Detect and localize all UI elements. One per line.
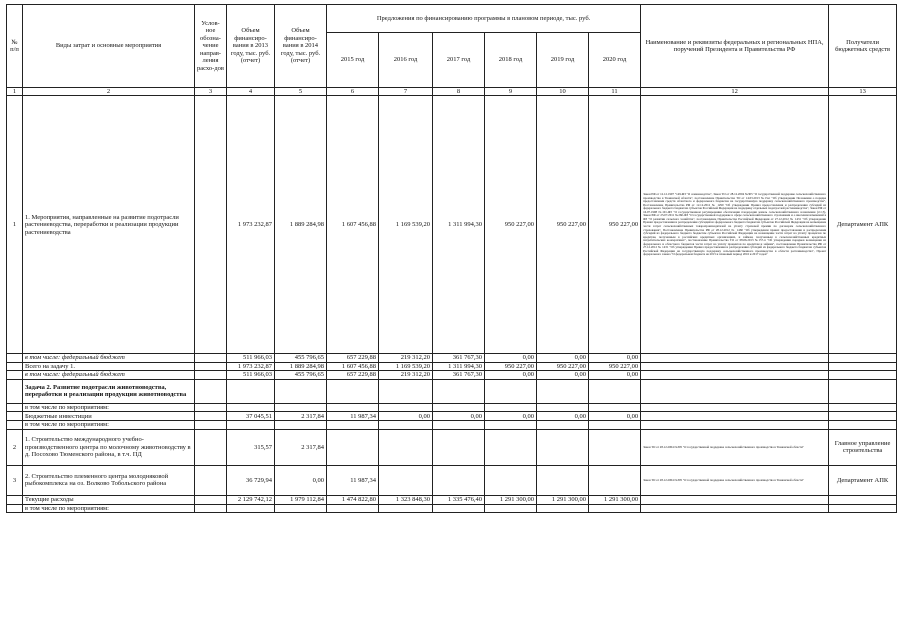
column-number: 11: [589, 88, 641, 96]
value-cell: [485, 429, 537, 465]
value-cell: 455 796,65: [275, 354, 327, 362]
column-number: 2: [23, 88, 195, 96]
table-row: [7, 362, 897, 370]
table-row: [7, 379, 897, 403]
value-cell: 455 796,65: [275, 371, 327, 379]
value-cell: 657 229,88: [327, 371, 379, 379]
row-number: 1: [7, 96, 23, 354]
value-cell: 315,57: [227, 429, 275, 465]
value-cell: [589, 465, 641, 495]
row-name: Всего на задачу 1.: [23, 362, 195, 370]
value-cell: 361 767,30: [433, 371, 485, 379]
value-cell: 950 227,00: [485, 362, 537, 370]
column-number: 7: [379, 88, 433, 96]
value-cell: 11 987,34: [327, 465, 379, 495]
column-number: 4: [227, 88, 275, 96]
column-number: 12: [641, 88, 829, 96]
value-cell: 0,00: [275, 465, 327, 495]
table-row: [7, 429, 897, 465]
value-cell: 361 767,30: [433, 354, 485, 362]
recipient-cell: Департамент АПК: [829, 96, 897, 354]
value-cell: [433, 429, 485, 465]
year-header: 2016 год: [379, 33, 433, 88]
value-cell: 0,00: [589, 412, 641, 421]
table-row: [7, 96, 897, 354]
value-cell: 1 979 112,84: [275, 495, 327, 504]
row-name: 2. Строительство племенного центра молодняковой рыбокомплекса на оз. Волково Тобольского района: [23, 465, 195, 495]
value-cell: 511 966,03: [227, 371, 275, 379]
value-cell: 1 291 300,00: [537, 495, 589, 504]
col-recipients-header: Получатели бюджетных средств: [829, 5, 897, 88]
value-cell: 950 227,00: [589, 96, 641, 354]
row-name: 1. Мероприятия, направленные на развитие подотрасли растениеводства, переработки и реализации продукции растениеводства: [23, 96, 195, 354]
table-row: [7, 495, 897, 504]
value-cell: 950 227,00: [537, 96, 589, 354]
table-row: [7, 371, 897, 379]
table-row: [7, 354, 897, 362]
value-cell: 219 312,20: [379, 354, 433, 362]
col-acts-header: Наименование и реквизиты федеральных и региональных НПА, поручений Президента и Правительства РФ: [641, 5, 829, 88]
value-cell: 950 227,00: [537, 362, 589, 370]
value-cell: 2 317,84: [275, 429, 327, 465]
value-cell: [537, 429, 589, 465]
value-cell: 0,00: [485, 412, 537, 421]
recipient-cell: Главное управление строительства: [829, 429, 897, 465]
value-cell: 1 973 232,87: [227, 362, 275, 370]
year-header: 2018 год: [485, 33, 537, 88]
value-cell: 1 607 456,88: [327, 362, 379, 370]
table-row: [7, 403, 897, 411]
value-cell: [379, 429, 433, 465]
legal-acts-cell: Закон ТО от 28.12.2004 №305 "О государственной поддержке сельскохозяйственного производства в Тюменской области": [641, 429, 829, 465]
recipient-cell: Департамент АПК: [829, 465, 897, 495]
value-cell: 511 966,03: [227, 354, 275, 362]
table-row: [7, 504, 897, 512]
row-name: Задача 2. Развитие подотрасли животноводства, переработки и реализации продукции животноводства: [23, 379, 195, 403]
row-name: Бюджетные инвестиции: [23, 412, 195, 421]
col-sign-header: Услов-ное обозна-чение направ-ления расхо-дов: [195, 5, 227, 88]
row-name: в том числе по мероприятиям:: [23, 421, 195, 429]
value-cell: 1 169 539,20: [379, 362, 433, 370]
column-number: 13: [829, 88, 897, 96]
funding-table: [6, 4, 897, 513]
value-cell: [485, 465, 537, 495]
value-cell: 0,00: [537, 354, 589, 362]
column-number-row: [7, 88, 897, 96]
row-sign: [195, 96, 227, 354]
value-cell: 0,00: [537, 412, 589, 421]
value-cell: 36 729,94: [227, 465, 275, 495]
col-kinds-header: Виды затрат и основные мероприятия: [23, 5, 195, 88]
column-number: 3: [195, 88, 227, 96]
row-name: в том числе: федеральный бюджет: [23, 371, 195, 379]
row-number: 3: [7, 465, 23, 495]
row-name: в том числе: федеральный бюджет: [23, 354, 195, 362]
col-no-header: № п/п: [7, 5, 23, 88]
value-cell: [379, 465, 433, 495]
value-cell: 0,00: [537, 371, 589, 379]
col-vol2013-header: Объем финансиро-вания в 2013 году, тыс. руб. (отчет): [227, 5, 275, 88]
value-cell: 1 889 284,98: [275, 362, 327, 370]
value-cell: 0,00: [485, 354, 537, 362]
column-number: 5: [275, 88, 327, 96]
year-header: 2015 год: [327, 33, 379, 88]
column-number: 6: [327, 88, 379, 96]
value-cell: 37 045,51: [227, 412, 275, 421]
row-name: в том числе по мероприятиям:: [23, 403, 195, 411]
value-cell: 0,00: [589, 371, 641, 379]
column-number: 10: [537, 88, 589, 96]
col-proposals-header: Предложения по финансированию программы в плановом периоде, тыс. руб.: [327, 5, 641, 33]
value-cell: 1 973 232,87: [227, 96, 275, 354]
value-cell: 0,00: [379, 412, 433, 421]
value-cell: 1 291 300,00: [589, 495, 641, 504]
column-number: 8: [433, 88, 485, 96]
value-cell: [433, 465, 485, 495]
value-cell: 950 227,00: [485, 96, 537, 354]
value-cell: 1 311 994,30: [433, 96, 485, 354]
table-row: [7, 412, 897, 421]
value-cell: 1 323 848,30: [379, 495, 433, 504]
value-cell: 2 129 742,12: [227, 495, 275, 504]
column-number: 9: [485, 88, 537, 96]
value-cell: 219 312,20: [379, 371, 433, 379]
year-header: 2020 год: [589, 33, 641, 88]
value-cell: 0,00: [485, 371, 537, 379]
value-cell: 657 229,88: [327, 354, 379, 362]
value-cell: [327, 429, 379, 465]
value-cell: 1 311 994,30: [433, 362, 485, 370]
value-cell: 1 291 300,00: [485, 495, 537, 504]
row-name: в том числе по мероприятиям:: [23, 504, 195, 512]
value-cell: 1 607 456,88: [327, 96, 379, 354]
header-row-1: [7, 5, 897, 33]
table-row: [7, 421, 897, 429]
value-cell: 1 169 539,20: [379, 96, 433, 354]
row-name: Текущие расходы: [23, 495, 195, 504]
value-cell: [537, 465, 589, 495]
table-row: [7, 465, 897, 495]
value-cell: 1 335 476,40: [433, 495, 485, 504]
value-cell: 0,00: [433, 412, 485, 421]
legal-acts-cell: Закон ТО от 28.12.2004 №305 "О государственной поддержке сельскохозяйственного производства в Тюменской области": [641, 465, 829, 495]
value-cell: 0,00: [589, 354, 641, 362]
value-cell: 2 317,84: [275, 412, 327, 421]
value-cell: 950 227,00: [589, 362, 641, 370]
value-cell: 1 474 822,80: [327, 495, 379, 504]
value-cell: [589, 429, 641, 465]
year-header: 2019 год: [537, 33, 589, 88]
value-cell: 11 987,34: [327, 412, 379, 421]
legal-acts-cell: Закон РФ от 12.12.1997 "149-ФЗ "О семеноводстве", Закон ТО от 28.12.2004 №305 "О государственной поддержке сельскохозяйственного производства в Тюменской области", постановление Правительства ТО от 14.03.2013 №13-п "Об утверждении Положения о порядке предоставления средств областного и федерального бюджетов на государственную поддержку сельскохозяйственного производства", Постановление Правительства РФ от 12.12.2012 № 1290 "Об утверждении Правил предоставления и распределения субсидий из федерального бюджета бюджетам субъектов Российской Федерации на поддержку отдельных подотраслей растениеводства", Закон РФ от 16.07.1998 №101-ФЗ "О государственном регулировании обеспечения плодородия земель сельскохозяйственного назначения (ст.13), Закон РФ от 25.07.2011 №260-ФЗ "О государственной поддержке в сфере сельскохозяйственного страхования и о внесении изменений в ФЗ "О развитии сельского хозяйства", постановление Правительства Российской Федерации от 27.12.2012 № 1431 "Об утверждении Правил предоставления и распределения субсидий из федерального бюджета бюджетам субъектов Российской Федерации на возмещение части затрат сельскохозяйственных товаропроизводителей на уплату страховой премии по договорам сельскохозяйственного страхования", Постановление Правительства РФ от 28.12.2012 № 1460 "Об утверждении правил предоставления и распределения субсидий из федерального бюджета бюджетам субъектов Российской Федерации на возмещение части затрат на уплату процентов по кредитам, полученным в российских кредитных организациях, и займам, полученным в сельскохозяйственных кредитных потребительских кооперативах", постановление Правительства ТО от 08.06.2013 №157-п "Об утверждении порядков возмещения из федерального и областного бюджетов части затрат на уплату процентов по кредитам и займам", постановление Правительства РФ от 27.12.2012 № 1431 "Об утверждении Правил предоставления и распределения субсидий из федерального бюджета бюджетам субъектов Российской Федерации на государственную поддержку сельскохозяйственного производства в области растениеводства", Проект федерального закона "О федеральном бюджете на 2015 и плановый период 2016 и 2017 годов": [641, 96, 829, 354]
year-header: 2017 год: [433, 33, 485, 88]
col-vol2014-header: Объем финансиро-вания в 2014 году, тыс. руб. (отчет): [275, 5, 327, 88]
row-number: 2: [7, 429, 23, 465]
row-name: 1. Строительство международного учебно-производственного центра по молочному животноводству в д. Посохово Тюменского района, в т.ч. ПД: [23, 429, 195, 465]
column-number: 1: [7, 88, 23, 96]
value-cell: 1 889 284,98: [275, 96, 327, 354]
